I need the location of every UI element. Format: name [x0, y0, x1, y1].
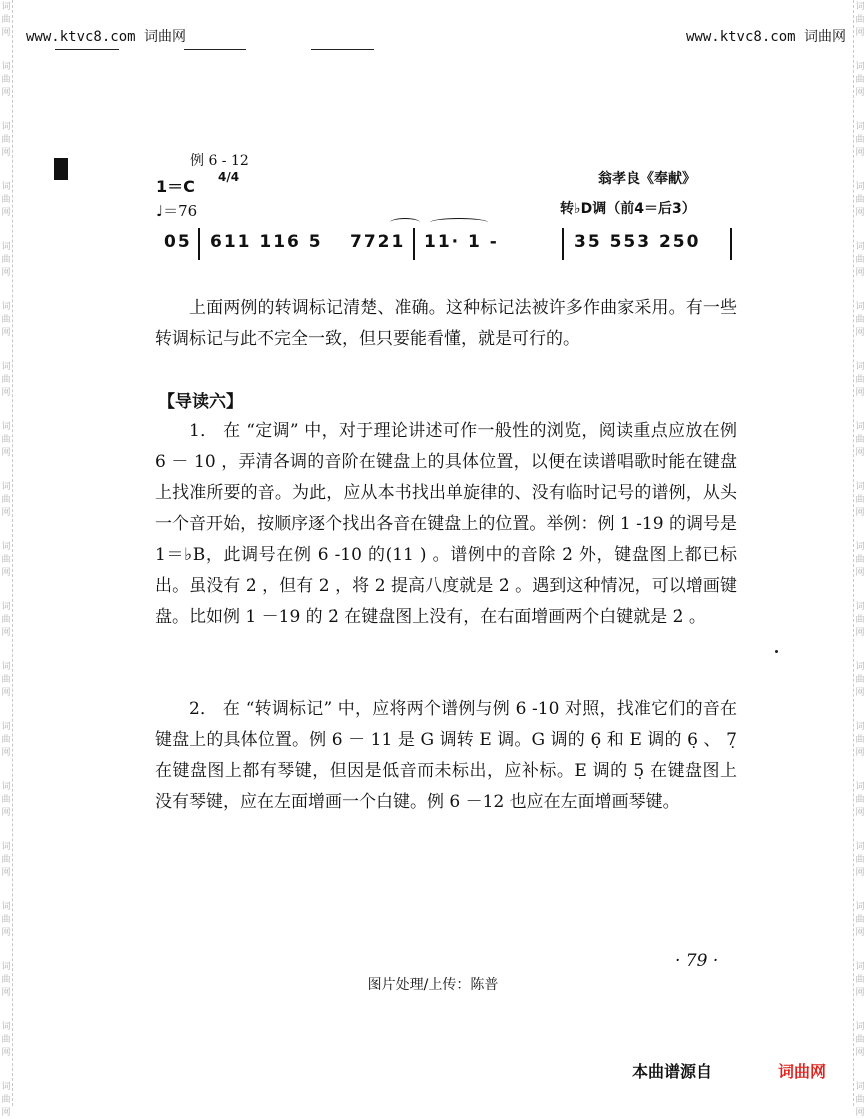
watermark-glyph: 曲	[1, 315, 11, 325]
watermark-glyph: 曲	[1, 495, 11, 505]
key-signature: 1＝C	[156, 177, 195, 196]
watermark-glyph: 网	[855, 88, 865, 98]
watermark-glyph: 曲	[855, 135, 865, 145]
watermark-glyph: 词	[855, 602, 865, 612]
watermark-glyph: 网	[855, 808, 865, 818]
watermark-glyph: 词	[855, 422, 865, 432]
watermark-glyph: 网	[855, 28, 865, 38]
watermark-glyph: 曲	[855, 975, 865, 985]
left-watermark-strip	[0, 0, 13, 1118]
watermark-glyph: 词	[855, 302, 865, 312]
header-rule	[184, 49, 246, 50]
page-number: · 79 ·	[675, 951, 719, 971]
watermark-glyph: 曲	[1, 255, 11, 265]
watermark-glyph: 词	[855, 242, 865, 252]
watermark-glyph: 网	[855, 388, 865, 398]
watermark-glyph: 词	[1, 842, 11, 852]
watermark-glyph: 曲	[1, 555, 11, 565]
watermark-glyph: 曲	[855, 15, 865, 25]
watermark-glyph: 曲	[1, 195, 11, 205]
watermark-glyph: 网	[855, 748, 865, 758]
barline	[198, 228, 200, 260]
watermark-glyph: 网	[1, 868, 11, 878]
watermark-glyph: 网	[855, 508, 865, 518]
watermark-glyph: 词	[855, 1082, 865, 1092]
watermark-glyph: 曲	[1, 375, 11, 385]
modulation-marking: 转♭D调（前4＝后3）	[560, 201, 696, 217]
watermark-glyph: 曲	[1, 795, 11, 805]
watermark-glyph: 词	[1, 1022, 11, 1032]
watermark-glyph: 曲	[1, 75, 11, 85]
watermark-glyph: 网	[1, 1048, 11, 1058]
watermark-glyph: 词	[1, 422, 11, 432]
watermark-glyph: 词	[1, 542, 11, 552]
barline	[730, 228, 732, 260]
paragraph-item-2: 2． 在 “转调标记” 中，应将两个谱例与例 6 -10 对照，找准它们的音在键盘上的具体位置。例 6 － 11 是 G 调转 E 调。G 调的 6̣ 和 E 调的 6̣ 、 7̣ 在键盘图上都有琴键，但因是低音而未标出，应补标。E 调的 5̣ 在键盘图上没有琴键，应在左面增画一个白键。例 6 －12 也应在左面增画琴键。	[155, 699, 737, 812]
watermark-glyph: 曲	[855, 735, 865, 745]
watermark-glyph: 词	[1, 122, 11, 132]
watermark-glyph: 词	[855, 662, 865, 672]
time-signature: 4/4	[218, 170, 240, 184]
watermark-glyph: 网	[855, 148, 865, 158]
watermark-glyph: 曲	[855, 615, 865, 625]
margin-marker	[54, 158, 68, 180]
paragraph-item-1: 1． 在 “定调” 中，对于理论讲述可作一般性的浏览，阅读重点应放在例 6 － 10 ，弄清各调的音阶在键盘上的具体位置，以便在读谱唱歌时能在键盘上找准所要的音。为此，应从本书找出单旋律的、没有临时记号的谱例，从头一个音开始，按顺序逐个找出各音在键盘上的位置。举例：例 1 -19 的调号是 1＝♭B，此调号在例 6 -10 的(11 ) 。谱例中的音除 2̇ 外，键盘图上都已标出。虽没有 2̇ ，但有 2 ，将 2 提高八度就是 2̇ 。遇到这种情况，可以增画键盘。比如例 1 －19 的 2̇ 在键盘图上没有，在右面增画两个白键就是 2̇ 。	[155, 421, 737, 627]
watermark-glyph: 词	[855, 122, 865, 132]
header-site-right[interactable]: www.ktvc8.com 词曲网	[685, 29, 846, 45]
watermark-glyph: 词	[855, 1022, 865, 1032]
watermark-glyph: 词	[855, 362, 865, 372]
watermark-glyph: 网	[1, 688, 11, 698]
watermark-glyph: 词	[855, 2, 865, 12]
barline	[413, 228, 415, 260]
note-group: 7721	[350, 232, 406, 252]
watermark-glyph: 词	[855, 482, 865, 492]
stray-dot	[775, 650, 778, 653]
watermark-glyph: 词	[1, 962, 11, 972]
watermark-glyph: 网	[855, 1108, 865, 1118]
section-title: 【导读六】	[158, 392, 243, 412]
right-watermark-strip	[853, 0, 866, 1118]
watermark-glyph: 曲	[1, 135, 11, 145]
numbered-notation-staff	[158, 228, 738, 260]
watermark-glyph: 词	[855, 782, 865, 792]
watermark-glyph: 词	[1, 362, 11, 372]
watermark-glyph: 词	[855, 902, 865, 912]
watermark-glyph: 网	[855, 1048, 865, 1058]
watermark-glyph: 曲	[855, 255, 865, 265]
watermark-glyph: 网	[855, 988, 865, 998]
tempo-marking: ♩＝76	[156, 202, 198, 220]
watermark-glyph: 曲	[855, 315, 865, 325]
header-rule	[311, 49, 374, 50]
slur	[390, 218, 420, 227]
watermark-glyph: 曲	[855, 855, 865, 865]
watermark-glyph: 词	[855, 182, 865, 192]
watermark-glyph: 曲	[1, 15, 11, 25]
watermark-glyph: 曲	[855, 1095, 865, 1105]
watermark-glyph: 曲	[1, 435, 11, 445]
footer-brand-link[interactable]: 词曲网	[778, 1062, 827, 1081]
watermark-glyph: 词	[1, 1082, 11, 1092]
note-group: 05	[164, 232, 192, 252]
watermark-glyph: 词	[1, 302, 11, 312]
watermark-glyph: 网	[1, 1108, 11, 1118]
watermark-glyph: 网	[1, 508, 11, 518]
watermark-glyph: 网	[855, 208, 865, 218]
watermark-glyph: 网	[855, 448, 865, 458]
watermark-glyph: 词	[1, 902, 11, 912]
watermark-glyph: 网	[1, 748, 11, 758]
watermark-glyph: 网	[855, 568, 865, 578]
watermark-glyph: 词	[1, 662, 11, 672]
watermark-glyph: 曲	[1, 855, 11, 865]
note-group: 35 553 250	[574, 232, 701, 252]
watermark-glyph: 曲	[855, 195, 865, 205]
watermark-glyph: 网	[855, 628, 865, 638]
watermark-glyph: 曲	[1, 915, 11, 925]
composer-credit: 翁孝良《奉献》	[598, 171, 696, 187]
watermark-glyph: 网	[1, 448, 11, 458]
watermark-glyph: 词	[1, 242, 11, 252]
barline	[562, 228, 564, 260]
watermark-glyph: 网	[855, 328, 865, 338]
watermark-glyph: 网	[1, 148, 11, 158]
note-group: 11· 1 -	[424, 232, 499, 252]
watermark-glyph: 网	[855, 688, 865, 698]
watermark-glyph: 词	[1, 722, 11, 732]
watermark-glyph: 网	[855, 868, 865, 878]
watermark-glyph: 词	[1, 602, 11, 612]
watermark-glyph: 词	[1, 62, 11, 72]
watermark-glyph: 词	[1, 482, 11, 492]
watermark-glyph: 曲	[1, 1095, 11, 1105]
watermark-glyph: 曲	[855, 375, 865, 385]
watermark-glyph: 曲	[855, 915, 865, 925]
watermark-glyph: 网	[1, 268, 11, 278]
watermark-glyph: 曲	[855, 495, 865, 505]
watermark-glyph: 网	[1, 388, 11, 398]
watermark-glyph: 网	[855, 268, 865, 278]
watermark-glyph: 网	[1, 928, 11, 938]
watermark-glyph: 词	[855, 842, 865, 852]
watermark-glyph: 曲	[855, 435, 865, 445]
watermark-glyph: 网	[855, 928, 865, 938]
watermark-glyph: 词	[855, 62, 865, 72]
watermark-glyph: 网	[1, 208, 11, 218]
watermark-glyph: 词	[855, 542, 865, 552]
watermark-glyph: 网	[1, 568, 11, 578]
watermark-glyph: 曲	[1, 975, 11, 985]
paragraph-intro: 上面两例的转调标记清楚、准确。这种标记法被许多作曲家采用。有一些转调标记与此不完全一致，但只要能看懂，就是可行的。	[155, 298, 737, 349]
example-label: 例 6 - 12	[190, 153, 249, 169]
watermark-glyph: 网	[1, 808, 11, 818]
watermark-glyph: 网	[1, 328, 11, 338]
header-rule	[55, 49, 119, 50]
slur	[430, 218, 488, 227]
watermark-glyph: 曲	[1, 675, 11, 685]
watermark-glyph: 词	[855, 962, 865, 972]
watermark-glyph: 曲	[1, 1035, 11, 1045]
watermark-glyph: 曲	[855, 1035, 865, 1045]
watermark-glyph: 网	[1, 628, 11, 638]
watermark-glyph: 词	[1, 2, 11, 12]
header-site-left[interactable]: www.ktvc8.com 词曲网	[26, 29, 187, 45]
watermark-glyph: 曲	[855, 75, 865, 85]
watermark-glyph: 曲	[855, 555, 865, 565]
watermark-glyph: 网	[1, 988, 11, 998]
note-group: 611 116 5	[210, 232, 323, 252]
upload-credit: 图片处理/上传：陈普	[367, 977, 499, 993]
watermark-glyph: 词	[1, 782, 11, 792]
watermark-glyph: 曲	[855, 795, 865, 805]
watermark-glyph: 网	[1, 88, 11, 98]
watermark-glyph: 曲	[855, 675, 865, 685]
watermark-glyph: 曲	[1, 735, 11, 745]
watermark-glyph: 曲	[1, 615, 11, 625]
watermark-glyph: 网	[1, 28, 11, 38]
footer-source-label: 本曲谱源自	[632, 1062, 713, 1081]
watermark-glyph: 词	[855, 722, 865, 732]
watermark-glyph: 词	[1, 182, 11, 192]
